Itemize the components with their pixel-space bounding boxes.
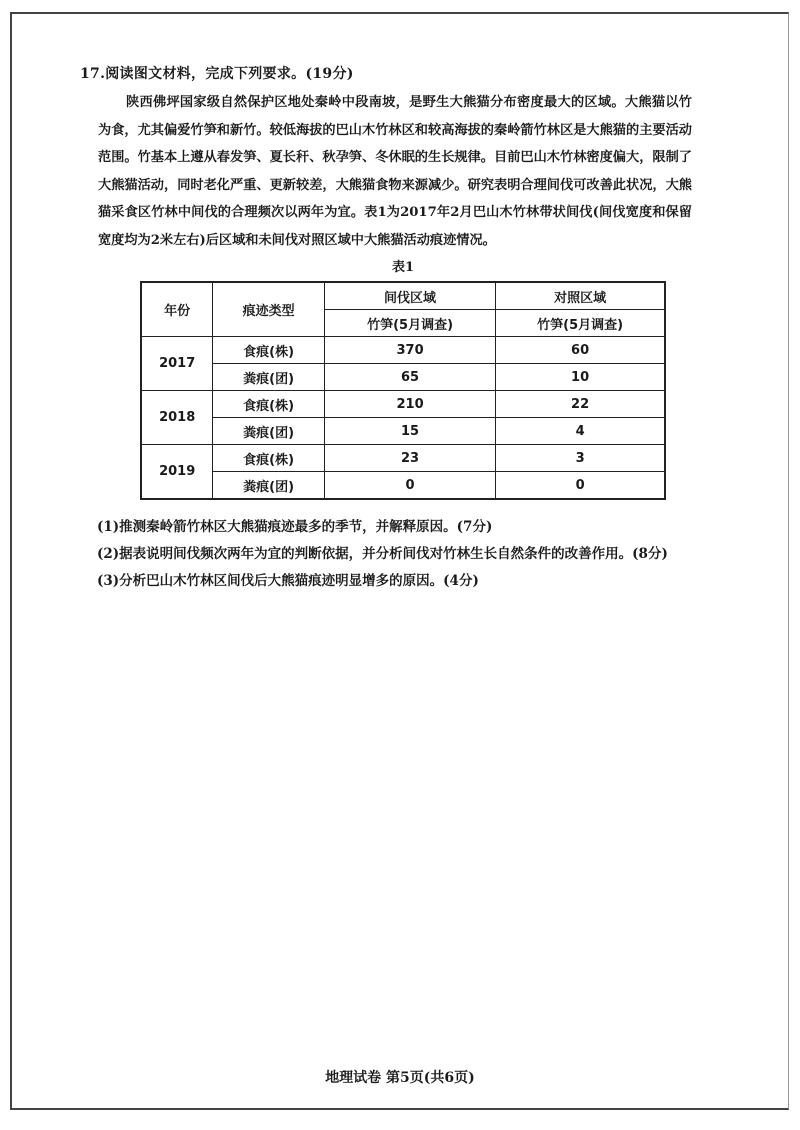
dung-trace-label: 粪痕(团) xyxy=(213,364,325,391)
row-year: 2019 xyxy=(141,445,213,500)
food-trace-label: 食痕(株) xyxy=(213,445,325,472)
food-thinned-value: 210 xyxy=(324,391,495,418)
food-thinned-value: 370 xyxy=(324,337,495,364)
page-footer: 地理试卷 第5页(共6页) xyxy=(325,1070,475,1086)
table-row xyxy=(141,391,665,418)
header-trace-type: 痕迹类型 xyxy=(213,282,325,337)
food-trace-label: 食痕(株) xyxy=(213,337,325,364)
sub-question-2: (2)据表说明间伐频次两年为宜的判断依据，并分析间伐对竹林生长自然条件的改善作用。(8分) xyxy=(97,546,668,562)
dung-trace-label: 粪痕(团) xyxy=(213,418,325,445)
sub-questions xyxy=(97,514,668,595)
dung-thinned-value: 0 xyxy=(324,472,495,500)
sub-question-3: (3)分析巴山木竹林区间伐后大熊猫痕迹明显增多的原因。(4分) xyxy=(97,573,479,589)
table-row xyxy=(141,445,665,472)
food-trace-label: 食痕(株) xyxy=(213,391,325,418)
subheader-control: 竹笋(5月调查) xyxy=(496,310,665,337)
dung-control-value: 4 xyxy=(496,418,665,445)
food-control-value: 60 xyxy=(496,337,665,364)
panda-trace-table xyxy=(140,281,666,500)
sub-question-1: (1)推测秦岭箭竹林区大熊猫痕迹最多的季节，并解释原因。(7分) xyxy=(97,519,493,535)
row-year: 2018 xyxy=(141,391,213,445)
subheader-thinned: 竹笋(5月调查) xyxy=(324,310,495,337)
question-title: 17.阅读图文材料，完成下列要求。(19分) xyxy=(80,66,354,82)
dung-trace-label: 粪痕(团) xyxy=(213,472,325,500)
table-header-row xyxy=(141,282,665,310)
table-row xyxy=(141,472,665,500)
dung-control-value: 10 xyxy=(496,364,665,391)
header-year: 年份 xyxy=(141,282,213,337)
table-row xyxy=(141,337,665,364)
table-caption: 表1 xyxy=(391,260,415,275)
table-row xyxy=(141,418,665,445)
food-control-value: 3 xyxy=(496,445,665,472)
dung-thinned-value: 15 xyxy=(324,418,495,445)
header-thinned-area: 间伐区域 xyxy=(324,282,495,310)
dung-control-value: 0 xyxy=(496,472,665,500)
food-thinned-value: 23 xyxy=(324,445,495,472)
row-year: 2017 xyxy=(141,337,213,391)
header-control-area: 对照区域 xyxy=(496,282,665,310)
question-passage: 陕西佛坪国家级自然保护区地处秦岭中段南坡，是野生大熊猫分布密度最大的区域。大熊猫以竹为食，尤其偏爱竹笋和新竹。较低海拔的巴山木竹林区和较高海拔的秦岭箭竹林区是大熊猫的主要活动范围。竹基本上遵从春发笋、夏长秆、秋孕笋、冬休眠的生长规律。目前巴山木竹林密度偏大，限制了大熊猫活动，同时老化严重、更新较差，大熊猫食物来源减少。研究表明合理间伐可改善此状况，大熊猫采食区竹林中间伐的合理频次以两年为宜。表1为2017年2月巴山木竹林带状间伐(间伐宽度和保留宽度均为2米左右)后区域和未间伐对照区域中大熊猫活动痕迹情况。 xyxy=(98,95,692,248)
food-control-value: 22 xyxy=(496,391,665,418)
dung-thinned-value: 65 xyxy=(324,364,495,391)
table-row xyxy=(141,364,665,391)
